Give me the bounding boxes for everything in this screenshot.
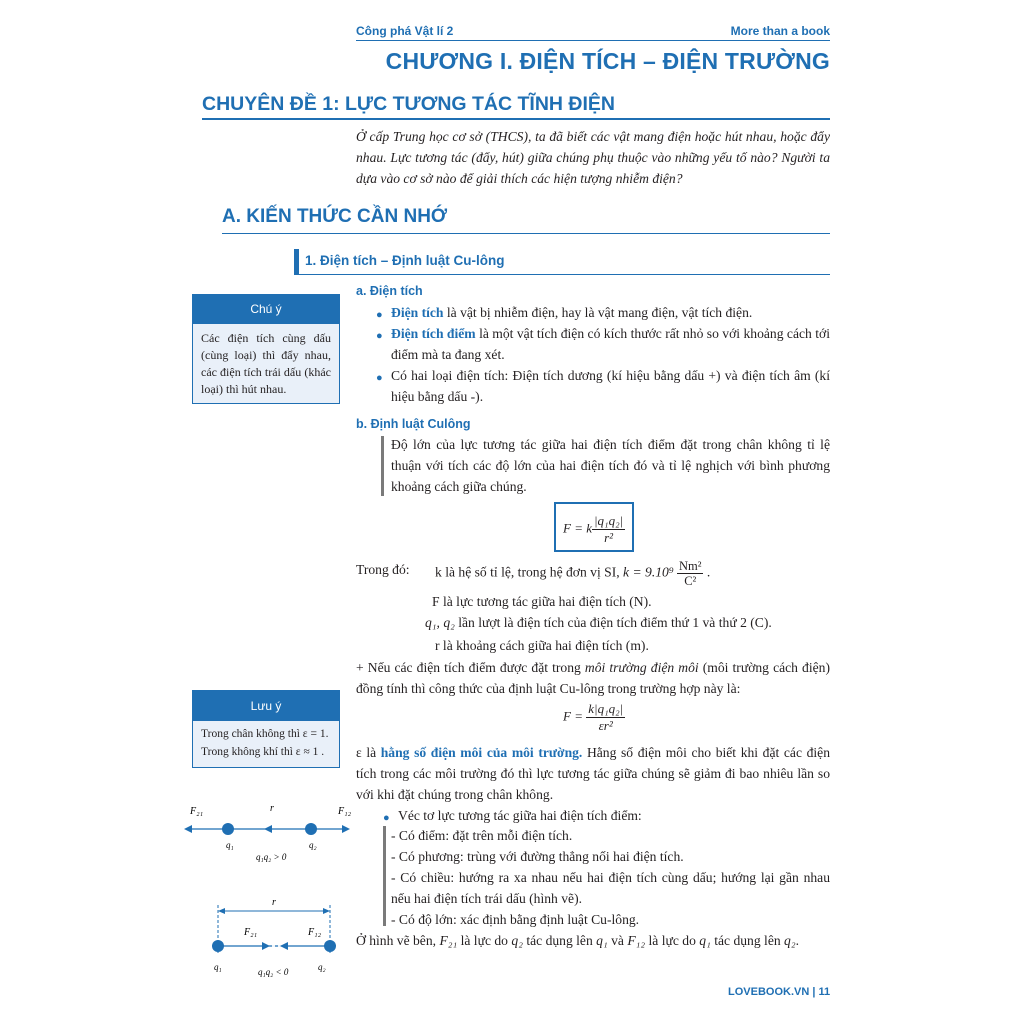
arrow-right-icon xyxy=(323,908,330,914)
bullet-text: là một vật tích điện có kích thước rất nhỏ so với khoảng cách tới điểm mà ta đang xét. xyxy=(391,326,831,362)
label-F12: F₁₂ xyxy=(308,927,322,938)
arrow-mid-icon xyxy=(264,825,272,833)
label-q1: q₁ xyxy=(226,840,234,850)
note-box-title: Chú ý xyxy=(193,295,339,324)
q-symbols: q₁, q₂ xyxy=(425,615,455,630)
note-box-attention xyxy=(192,294,340,404)
vector-bullet-text: Véc tơ lực tương tác giữa hai điện tích điểm: xyxy=(398,808,642,823)
formula2-lhs: F = xyxy=(563,708,583,724)
expl-part: Ở hình vẽ bên, xyxy=(356,933,440,948)
label-F12: F₁₂ xyxy=(338,806,352,817)
dielectric-term: môi trường điện môi xyxy=(584,660,699,675)
vector-item: - Có chiều: hướng ra xa nhau nếu hai điện tích cùng dấu; hướng lại gần nhau nếu hai điện tích trái dấu (hình vẽ). xyxy=(391,870,830,906)
expl-F12: F₁₂ xyxy=(627,933,646,948)
subsection-marker xyxy=(294,249,299,274)
topic-rule xyxy=(202,118,830,120)
bullet-dot-icon: ● xyxy=(376,330,383,342)
where-q-text: lần lượt là điện tích của điện tích điểm thứ 1 và thứ 2 (C). xyxy=(454,615,772,630)
expl-part: . xyxy=(795,933,799,948)
intro-paragraph: Ở cấp Trung học cơ sở (THCS), ta đã biết các vật mang điện hoặc hút nhau, hoặc đẩy nhau. Lực tương tác (đẩy, hút) giữa chúng phụ thuộc vào những yếu tố nào? Người ta dựa vào cơ sở nào để giải thích các hiện tượng nhiễm điện? xyxy=(356,129,830,186)
formula2-denominator: εr² xyxy=(598,718,613,733)
figure-explanation xyxy=(356,930,830,951)
label-F21: F₂₁ xyxy=(244,927,258,938)
epsilon-rest: Hằng số điện môi cho biết khi đặt các điện tích trong các môi trường đó thì lực tương tác giữa chúng sẽ giảm đi bao nhiêu lần so với khi đặt chúng trong chân không. xyxy=(356,745,830,802)
formula-lhs: F = k xyxy=(563,520,592,536)
topic-title: CHUYÊN ĐỀ 1: LỰC TƯƠNG TÁC TĨNH ĐIỆN xyxy=(202,93,615,115)
note-box-remark xyxy=(192,690,340,768)
page-footer xyxy=(728,986,830,998)
bullet-item xyxy=(376,302,830,323)
label-F21: F₂₁ xyxy=(190,806,204,817)
k-unit-denominator: C² xyxy=(684,574,697,588)
dielectric-formula xyxy=(563,701,625,734)
arrow-left-icon xyxy=(184,825,192,833)
chapter-title: CHƯƠNG I. ĐIỆN TÍCH – ĐIỆN TRƯỜNG xyxy=(385,48,830,74)
dielectric-paragraph xyxy=(356,657,830,699)
epsilon-symbol: ε là xyxy=(356,745,381,760)
expl-part: tác dụng lên xyxy=(710,933,785,948)
expl-part: là lực do xyxy=(645,933,700,948)
vector-item: - Có điểm: đặt trên mỗi điện tích. xyxy=(391,828,573,843)
expl-F21: F₂₁ xyxy=(439,933,458,948)
epsilon-paragraph xyxy=(356,742,830,805)
label-q2: q₂ xyxy=(309,840,317,850)
label-r: r xyxy=(270,803,274,814)
dielectric-pre: + Nếu các điện tích điểm được đặt trong xyxy=(356,660,585,675)
bullet-dot-icon: ● xyxy=(376,372,383,384)
coulomb-formula xyxy=(554,502,634,552)
formula2-numerator: k|q₁q₂| xyxy=(588,701,624,716)
bullet-item xyxy=(376,323,830,365)
epsilon-term: hằng số điện môi của môi trường. xyxy=(380,745,583,760)
arrow-right-icon xyxy=(262,942,270,950)
formula-numerator: |q₁q₂| xyxy=(593,513,624,528)
label-q2: q₂ xyxy=(318,962,326,972)
note-line: Trong chân không thì ε = 1. xyxy=(201,728,329,740)
footer-separator: | xyxy=(812,986,816,998)
label-condition: q₁q₂ < 0 xyxy=(258,967,289,977)
vector-item: - Có phương: trùng với đường thẳng nối hai điện tích. xyxy=(391,849,684,864)
statement-bar xyxy=(381,436,384,496)
section-a-rule xyxy=(222,233,830,234)
header-rule xyxy=(356,40,830,41)
charge-q1 xyxy=(222,823,234,835)
bullet-dot-icon: ● xyxy=(383,812,390,824)
running-header-title: Công phá Vật lí 2 xyxy=(356,24,454,38)
term-dien-tich-diem: Điện tích điểm xyxy=(391,326,476,341)
where-r: r là khoảng cách giữa hai điện tích (m). xyxy=(435,638,649,653)
vector-item: - Có độ lớn: xác định bằng định luật Cu-lông. xyxy=(391,912,640,927)
label-q1: q₁ xyxy=(214,962,222,972)
term-dien-tich: Điện tích xyxy=(391,305,444,320)
bullet-item xyxy=(376,365,830,407)
expl-q2: q₂ xyxy=(511,933,523,948)
where-q xyxy=(425,612,772,633)
expl-part: và xyxy=(607,933,628,948)
where-label: Trong đó: xyxy=(356,562,410,577)
charge-q2 xyxy=(305,823,317,835)
vector-bullet xyxy=(383,805,830,826)
k-unit-numerator: Nm² xyxy=(678,559,702,573)
note-box-body: Các điện tích cùng dấu (cùng loại) thì đẩy nhau, các điện tích trái dấu (khác loại) thì hút nhau. xyxy=(201,331,331,396)
formula-denominator: r² xyxy=(604,530,614,545)
label-r: r xyxy=(272,897,276,908)
subsection-rule xyxy=(294,274,830,275)
expl-part: tác dụng lên xyxy=(522,933,597,948)
bullet-text: là vật bị nhiễm điện, hay là vật mang điện, vật tích điện. xyxy=(443,305,753,320)
expl-part: là lực do xyxy=(457,933,512,948)
label-condition: q₁q₂ > 0 xyxy=(256,852,287,862)
where-k-text: k là hệ số tỉ lệ, trong hệ đơn vị SI, xyxy=(435,564,620,580)
part-b-heading: b. Định luật Culông xyxy=(356,417,471,431)
part-a-heading: a. Điện tích xyxy=(356,284,423,298)
charge-q2 xyxy=(324,940,336,952)
section-a-title: A. KIẾN THỨC CẦN NHỚ xyxy=(222,206,448,227)
arrow-left-icon xyxy=(218,908,225,914)
expl-q2: q₂ xyxy=(784,933,796,948)
where-k: k là hệ số tỉ lệ, trong hệ đơn vị SI, k = 9.10⁹ $\frac{\text{Nm²}}{\text{C²}}$ . xyxy=(435,559,711,588)
running-header-slogan: More than a book xyxy=(730,24,830,38)
note-line: Trong không khí thì ε ≈ 1 . xyxy=(201,746,325,758)
page-number: 11 xyxy=(818,986,831,998)
footer-site: LOVEBOOK.VN xyxy=(728,986,810,998)
vector-items-bar xyxy=(383,826,386,926)
arrow-left-icon xyxy=(280,942,288,950)
charge-q1 xyxy=(212,940,224,952)
note-box-title: Lưu ý xyxy=(193,691,339,721)
subsection-title: 1. Điện tích – Định luật Cu-lông xyxy=(305,253,505,268)
figure-attraction xyxy=(200,895,340,983)
bullet-dot-icon: ● xyxy=(376,309,383,321)
dielectric-post: (môi trường cách điện) đồng tính thì công thức của định luật Cu-lông trong trường hợp này là: xyxy=(356,660,830,696)
bullet-text: Có hai loại điện tích: Điện tích dương (kí hiệu bằng dấu +) và điện tích âm (kí hiệu bằng dấu -). xyxy=(391,368,830,404)
expl-q1: q₁ xyxy=(596,933,608,948)
figure-repulsion xyxy=(180,796,352,868)
k-value: k = 9.10⁹ xyxy=(623,564,674,580)
arrow-right-icon xyxy=(342,825,350,833)
coulomb-statement: Độ lớn của lực tương tác giữa hai điện tích điểm đặt trong chân không tỉ lệ thuận với tích các độ lớn của hai điện tích đó và tỉ lệ nghịch với bình phương khoảng cách giữa chúng. xyxy=(391,437,830,494)
where-F: F là lực tương tác giữa hai điện tích (N). xyxy=(432,594,652,609)
expl-q1: q₁ xyxy=(699,933,711,948)
